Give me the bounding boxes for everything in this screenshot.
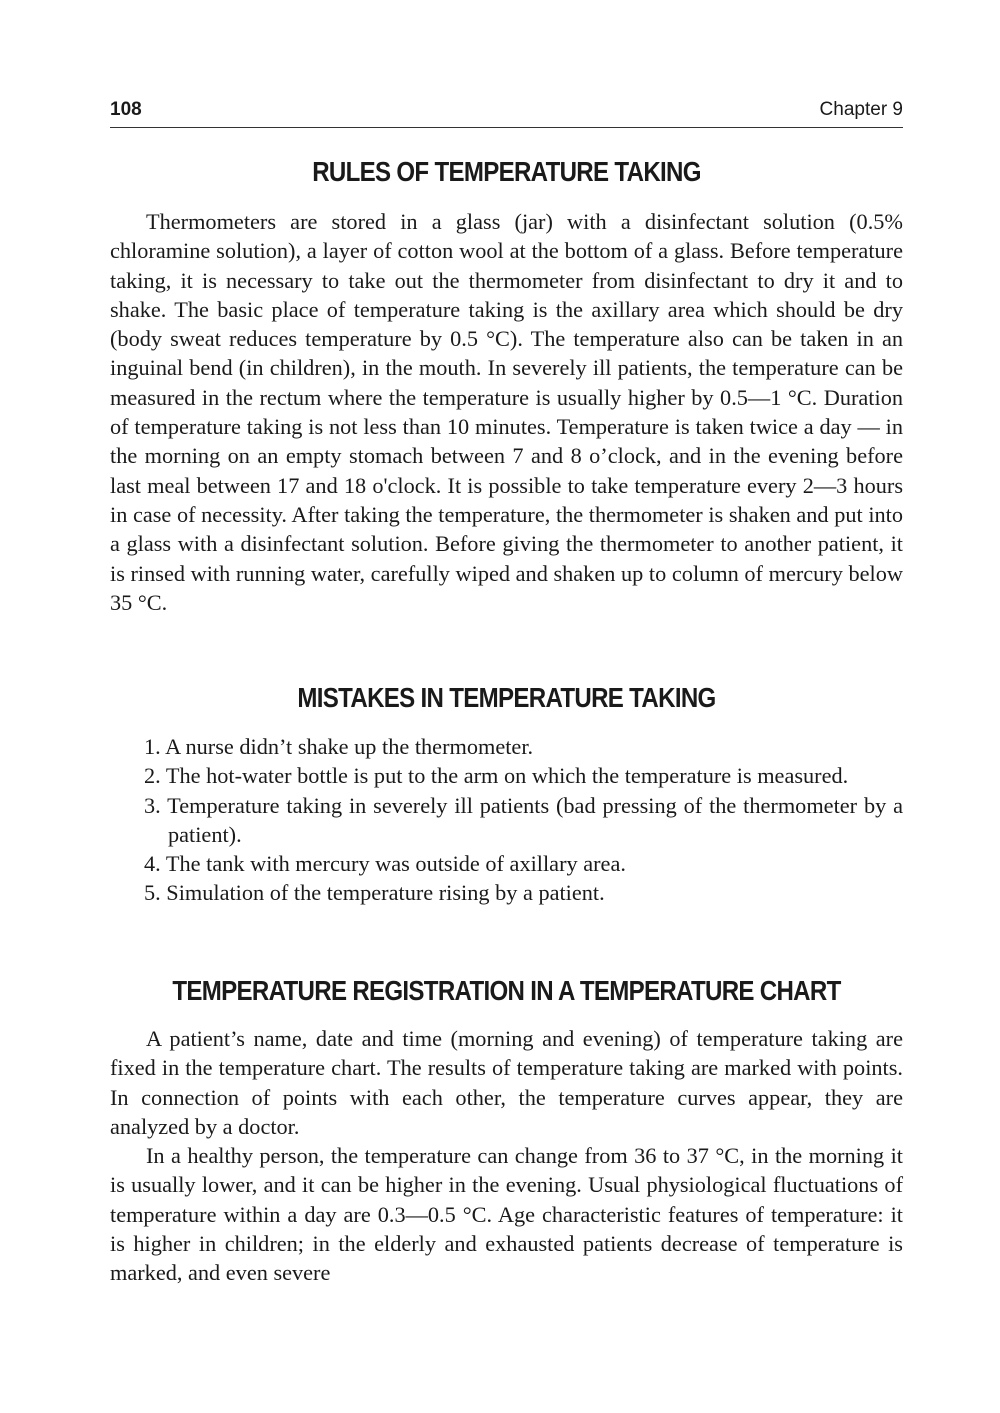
registration-paragraph-1: A patient’s name, date and time (morning and evening) of temperature taking are fixed in the temperature chart. The results of temperature taking are marked with points. In connection of points with each other, the temperature curves appear, they are analyzed by a doctor.	[110, 1026, 903, 1139]
list-item: 4. The tank with mercury was outside of axillary area.	[144, 851, 626, 877]
rules-paragraph: Thermometers are stored in a glass (jar) with a disinfectant solution (0.5% chloramine solution), a layer of cotton wool at the bottom of a glass. Before temperature taking, it is necessary to take out the thermometer from disinfectant to dry it and to shake. The basic place of temperature taking is the axillary area which should be dry (body sweat reduces temperature by 0.5 °C). The temperature also can be taken in an inguinal bend (in children), in the mouth. In severely ill patients, the temperature can be measured in the rectum where the temperature is usually higher by 0.5—1 °C. Duration of temperature taking is not less than 10 minutes. Temperature is taken twice a day — in the morning on an empty stomach between 7 and 8 o’clock, and in the evening before last meal between 17 and 18 o'clock. It is possible to take temperature every 2—3 hours in case of necessity. After taking the temperature, the thermometer is shaken and put into a glass with a disinfectant solution. Before giving the thermometer to another patient, it is rinsed with running water, carefully wiped and shaken up to column of mercury below 35 °C.	[110, 209, 903, 615]
mistakes-heading: MISTAKES IN TEMPERATURE TAKING	[297, 682, 716, 713]
list-item: 1. A nurse didn’t shake up the thermometer.	[144, 734, 534, 759]
running-header	[110, 97, 903, 128]
chapter-label: Chapter 9	[819, 99, 903, 120]
registration-heading: TEMPERATURE REGISTRATION IN A TEMPERATURE CHART	[172, 975, 841, 1006]
rules-heading: RULES OF TEMPERATURE TAKING	[312, 156, 701, 187]
page-number: 108	[110, 99, 142, 120]
list-item: 3. Temperature taking in severely ill patients (bad pressing of the thermometer by a patient).	[144, 792, 903, 847]
registration-paragraph-2: In a healthy person, the temperature can change from 36 to 37 °C, in the morning it is usually lower, and it can be higher in the evening. Usual physiological fluctuations of temperature within a day are 0.3—0.5 °C. Age characteristic features of temperature: it is higher in children; in the elderly and exhausted patients decrease of temperature is marked, and even severe	[110, 1143, 903, 1286]
list-item: 2. The hot-water bottle is put to the arm on which the temperature is measured.	[144, 763, 849, 789]
mistakes-list	[110, 732, 903, 908]
list-item: 5. Simulation of the temperature rising by a patient.	[144, 880, 605, 906]
